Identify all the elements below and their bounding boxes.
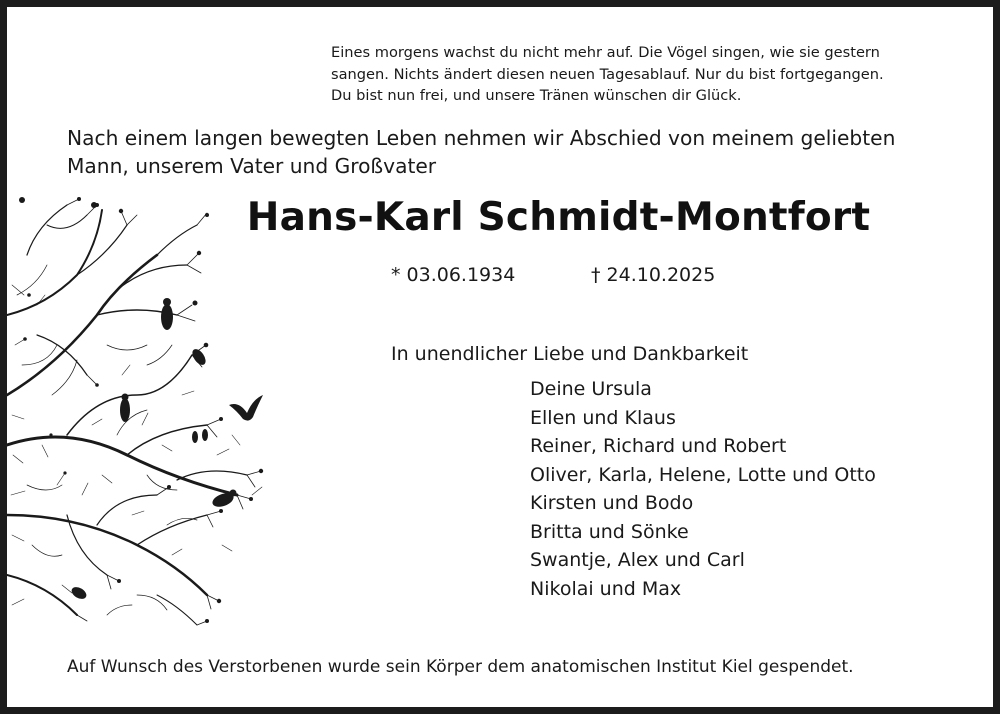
mourner-item: Deine Ursula [530,378,652,400]
flying-bird-icon [229,395,263,421]
birth-date: * 03.06.1934 [391,264,516,286]
deceased-name: Hans-Karl Schmidt-Montfort [246,195,871,240]
mourner-item: Kirsten und Bodo [530,492,694,514]
death-date: † 24.10.2025 [591,264,716,286]
intro-text [67,124,967,180]
intro-line: Nach einem langen bewegten Leben nehmen wir Abschied von meinem geliebten [67,126,896,150]
mourner-item: Ellen und Klaus [530,406,676,429]
mourner-list [530,375,876,603]
mourner-item: Nikolai und Max [530,577,682,600]
mourner-item: Oliver, Karla, Helene, Lotte und Otto [530,463,876,486]
mourner-item: Reiner, Richard und Robert [530,435,787,457]
tree-with-birds-illustration [7,195,297,635]
intro-line: Mann, unserem Vater und Großvater [67,154,437,178]
perched-bird-icon [70,298,237,601]
leaf-buds-icon [19,197,263,623]
poem-line: Du bist nun frei, und unsere Tränen wünschen dir Glück. [331,87,742,105]
mourner-item: Swantje, Alex und Carl [530,549,745,571]
footer-note: Auf Wunsch des Verstorbenen wurde sein Körper dem anatomischen Institut Kiel gespendet. [67,657,854,677]
poem-line: sangen. Nichts ändert diesen neuen Tagesablauf. Nur du bist fortgegangen. [331,65,884,83]
mourner-item: Britta und Sönke [530,520,689,543]
tree-branches-icon [7,199,262,625]
poem-line: Eines morgens wachst du nicht mehr auf. Die Vögel singen, wie sie gestern [331,44,880,61]
poem [331,42,971,107]
love-line: In unendlicher Liebe und Dankbarkeit [391,343,749,365]
